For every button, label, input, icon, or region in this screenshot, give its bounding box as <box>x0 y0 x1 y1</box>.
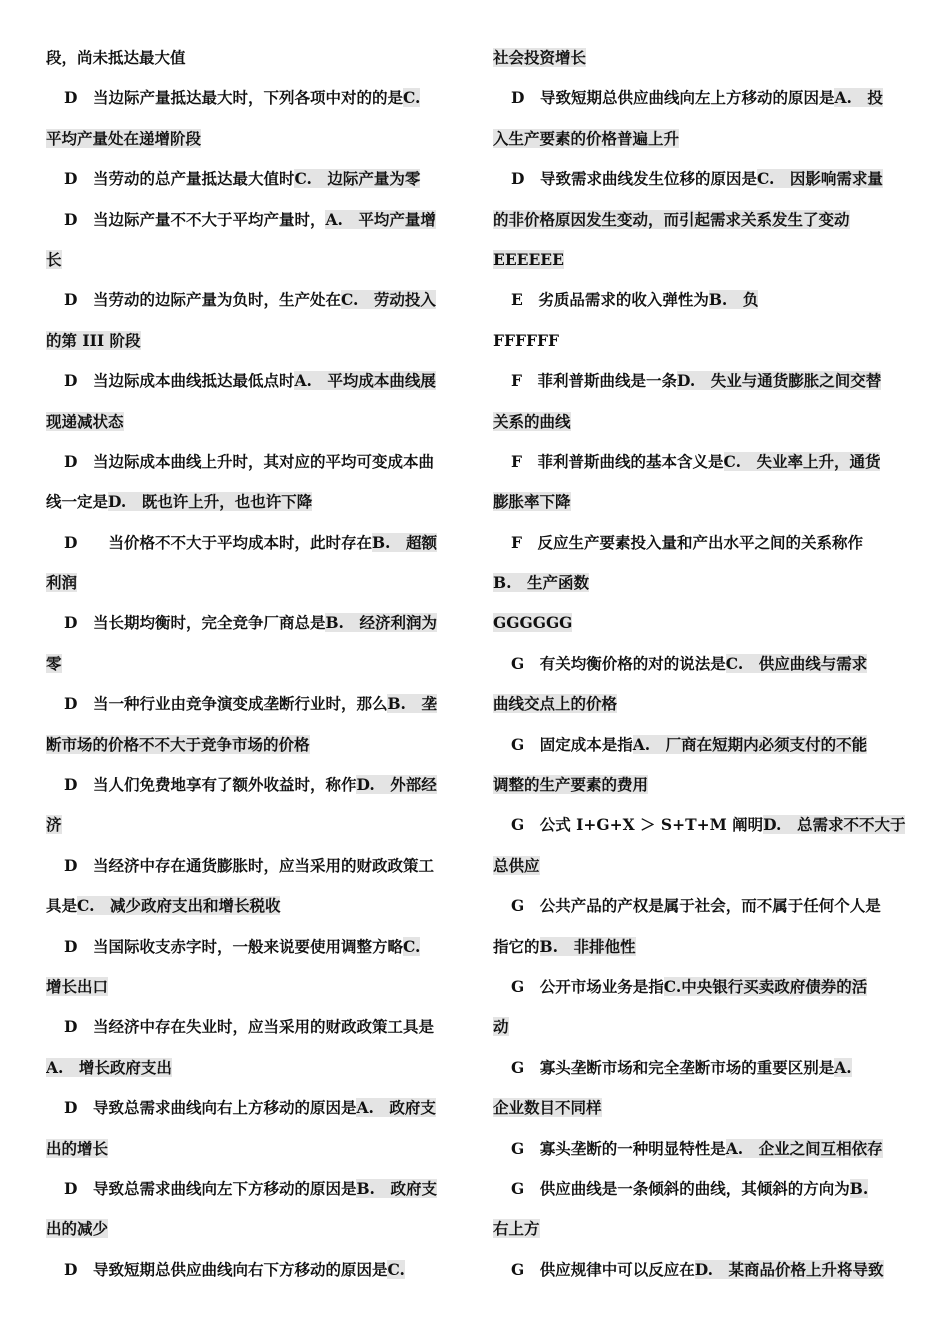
answer-highlight: A. 增长政府支出 <box>46 1057 172 1077</box>
text-line <box>46 971 460 1011</box>
left-column <box>46 42 460 1294</box>
text-line <box>46 163 460 203</box>
text-line <box>46 1254 460 1294</box>
question-text: D 当人们免费地享有了额外收益时，称作 <box>64 775 357 795</box>
text-line <box>46 204 460 244</box>
answer-highlight: B. 超额 <box>371 532 437 552</box>
text-line <box>46 890 460 930</box>
text-line <box>493 931 907 971</box>
answer-highlight: C. 供应曲线与需求 <box>725 653 868 673</box>
question-text: D 导致短期总供应曲线向左上方移动的原因是 <box>511 88 835 108</box>
right-column <box>493 42 907 1294</box>
answer-highlight: A. 政府支 <box>356 1098 436 1118</box>
text-line <box>493 82 907 122</box>
question-text: 具是 <box>46 896 78 916</box>
answer-highlight: 曲线交点上的价格 <box>493 694 618 714</box>
question-text: D 当长期均衡时，完全竞争厂商总是 <box>64 613 326 633</box>
answer-highlight: D. 外部经 <box>356 775 437 795</box>
question-text: D 当价格不不大于平均成本时，此时存在 <box>64 532 372 552</box>
question-text: D 当边际成本曲线上升时，其对应的平均可变成本曲 <box>64 451 434 471</box>
question-text: G 有关均衡价格的对的说法是 <box>511 653 726 673</box>
answer-highlight: B. 负 <box>708 290 759 310</box>
text-line <box>493 284 907 324</box>
text-line <box>46 1133 460 1173</box>
text-line <box>46 325 460 365</box>
question-text: G 公式 I+G+X ＞ S+T+M 阐明 <box>511 815 764 835</box>
text-line <box>46 729 460 769</box>
question-text: D 当边际产量不不大于平均产量时， <box>64 209 326 229</box>
answer-highlight: C.中央银行买卖政府债券的活 <box>663 976 868 996</box>
text-line <box>493 769 907 809</box>
question-text: G 寡头垄断市场和完全垄断市场的重要区别是 <box>511 1057 835 1077</box>
question-text: 线一定是 <box>46 492 109 512</box>
answer-highlight: A. 投 <box>834 88 883 108</box>
text-line <box>46 850 460 890</box>
text-line <box>46 365 460 405</box>
answer-highlight: 社会投资增长 <box>493 48 587 67</box>
answer-highlight: B. 经济利润为 <box>325 613 437 633</box>
text-line <box>493 406 907 446</box>
answer-highlight: A. 平均产量增 <box>325 209 436 229</box>
question-text: G 公开市场业务是指 <box>511 976 664 996</box>
answer-highlight: B. 非排他性 <box>539 936 636 956</box>
answer-highlight: D. 总需求不不大于 <box>763 815 906 835</box>
text-line <box>493 688 907 728</box>
text-line <box>493 325 907 365</box>
answer-highlight: 断市场的价格不不大于竞争市场的价格 <box>46 734 310 754</box>
answer-highlight: 调整的生产要素的费用 <box>493 775 649 795</box>
answer-highlight: A. 厂商在短期内必须支付的不能 <box>632 734 868 754</box>
answer-highlight: 的第 III 阶段 <box>46 330 141 350</box>
answer-highlight: 出的减少 <box>46 1219 109 1239</box>
question-text: D 当一种行业由竞争演变成垄断行业时，那么 <box>64 694 388 714</box>
text-line <box>493 1133 907 1173</box>
question-text: 指它的 <box>493 936 540 956</box>
answer-highlight: A. <box>834 1057 852 1077</box>
answer-highlight: 动 <box>493 1017 509 1037</box>
text-line <box>493 1052 907 1092</box>
text-line <box>46 1011 460 1051</box>
text-line <box>46 82 460 122</box>
answer-highlight: 膨胀率下降 <box>493 492 571 512</box>
question-text: D 导致短期总供应曲线向右下方移动的原因是 <box>64 1259 388 1279</box>
text-line <box>493 365 907 405</box>
question-text: D 当劳动的总产量抵达最大值时 <box>64 169 295 189</box>
answer-highlight: 利润 <box>46 573 78 593</box>
text-line <box>493 42 907 82</box>
text-line <box>46 769 460 809</box>
text-line <box>493 607 907 647</box>
answer-highlight: B. 生产函数 <box>493 573 589 593</box>
text-line <box>46 567 460 607</box>
text-line <box>46 648 460 688</box>
text-line <box>46 406 460 446</box>
text-line <box>493 204 907 244</box>
text-line <box>493 1254 907 1294</box>
text-line <box>46 446 460 486</box>
text-line <box>46 688 460 728</box>
text-line <box>493 1213 907 1253</box>
question-text: D 当边际成本曲线抵达最低点时 <box>64 371 295 391</box>
text-line <box>493 123 907 163</box>
text-line <box>493 729 907 769</box>
text-line <box>493 809 907 849</box>
text-line <box>493 890 907 930</box>
text-line <box>493 527 907 567</box>
question-text: D 当经济中存在通货膨胀时，应当采用的财政政策工 <box>64 855 434 875</box>
answer-highlight: 现递减状态 <box>46 411 124 431</box>
answer-highlight: 长 <box>46 249 62 269</box>
answer-highlight: 总供应 <box>493 855 540 875</box>
answer-highlight: 关系的曲线 <box>493 411 571 431</box>
answer-highlight: EEEEEE <box>493 249 564 269</box>
answer-highlight: C. 失业率上升，通货 <box>723 451 881 471</box>
answer-highlight: D. 失业与通货膨胀之间交替 <box>677 371 882 391</box>
answer-highlight: 右上方 <box>493 1219 540 1239</box>
text-line <box>46 1052 460 1092</box>
answer-highlight: C. 减少政府支出和增长税收 <box>77 896 281 916</box>
answer-highlight: 的非价格原因发生变动，而引起需求关系发生了变动 <box>493 209 850 229</box>
answer-highlight: D. 既也许上升，也也许下降 <box>108 492 313 512</box>
text-line <box>46 527 460 567</box>
text-line <box>46 809 460 849</box>
answer-highlight: A. 平均成本曲线展 <box>294 371 436 391</box>
question-text: D 导致总需求曲线向右上方移动的原因是 <box>64 1098 357 1118</box>
answer-highlight: C. 劳动投入 <box>340 290 436 310</box>
answer-highlight: 平均产量处在递增阶段 <box>46 128 202 148</box>
question-text: G 固定成本是指 <box>511 734 633 754</box>
answer-highlight: B. 政府支 <box>356 1178 437 1198</box>
question-text: F 反应生产要素投入量和产出水平之间的关系称作 <box>511 532 864 552</box>
text-line <box>46 1173 460 1213</box>
answer-highlight: GGGGGG <box>493 613 573 633</box>
text-line <box>493 163 907 203</box>
question-text: D 当国际收支赤字时，一般来说要使用调整方略 <box>64 936 403 956</box>
answer-highlight: 入生产要素的价格普遍上升 <box>493 128 680 148</box>
answer-highlight: C. 因影响需求量 <box>756 169 883 189</box>
answer-highlight: D. 某商品价格上升将导致 <box>694 1259 884 1279</box>
answer-highlight: B. <box>849 1178 869 1198</box>
question-text: D 当劳动的边际产量为负时，生产处在 <box>64 290 341 310</box>
text-line <box>493 567 907 607</box>
text-line <box>493 244 907 284</box>
question-text: FFFFFF <box>493 330 560 350</box>
answer-highlight: 增长出口 <box>46 976 109 996</box>
text-line <box>46 1213 460 1253</box>
text-line <box>493 971 907 1011</box>
text-line <box>46 1092 460 1132</box>
text-line <box>46 244 460 284</box>
text-line <box>46 486 460 526</box>
text-line <box>493 446 907 486</box>
question-text: G 供应曲线是一条倾斜的曲线，其倾斜的方向为 <box>511 1178 850 1198</box>
answer-highlight: C. <box>387 1259 405 1279</box>
question-text: 段，尚未抵达最大值 <box>46 48 186 67</box>
question-text: F 菲利普斯曲线是一条 <box>511 371 678 391</box>
answer-highlight: C. <box>402 936 421 956</box>
text-line <box>46 931 460 971</box>
answer-highlight: C. 边际产量为零 <box>294 169 421 189</box>
answer-highlight: 零 <box>46 653 62 673</box>
answer-highlight: C. <box>402 88 421 108</box>
text-line <box>46 284 460 324</box>
question-text: G 供应规律中可以反应在 <box>511 1259 695 1279</box>
text-line <box>493 486 907 526</box>
text-line <box>493 850 907 890</box>
question-text: E 劣质品需求的收入弹性为 <box>511 290 709 310</box>
text-line <box>46 42 460 82</box>
text-line <box>493 648 907 688</box>
question-text: D 导致需求曲线发生位移的原因是 <box>511 169 757 189</box>
question-text: D 导致总需求曲线向左下方移动的原因是 <box>64 1178 357 1198</box>
question-text: G 公共产品的产权是属于社会，而不属于任何个人是 <box>511 896 881 916</box>
question-text: G 寡头垄断的一种明显特性是 <box>511 1138 726 1158</box>
answer-highlight: A. 企业之间互相依存 <box>725 1138 883 1158</box>
question-text: D 当边际产量抵达最大时，下列各项中对的的是 <box>64 88 403 108</box>
answer-highlight: B. 垄 <box>387 694 437 714</box>
question-text: D 当经济中存在失业时，应当采用的财政政策工具是 <box>64 1017 434 1037</box>
text-line <box>46 123 460 163</box>
text-line <box>493 1173 907 1213</box>
text-line <box>46 607 460 647</box>
question-text: F 菲利普斯曲线的基本含义是 <box>511 451 724 471</box>
text-line <box>493 1092 907 1132</box>
answer-highlight: 企业数目不同样 <box>493 1098 602 1118</box>
answer-highlight: 济 <box>46 815 62 835</box>
answer-highlight: 出的增长 <box>46 1138 109 1158</box>
text-line <box>493 1011 907 1051</box>
